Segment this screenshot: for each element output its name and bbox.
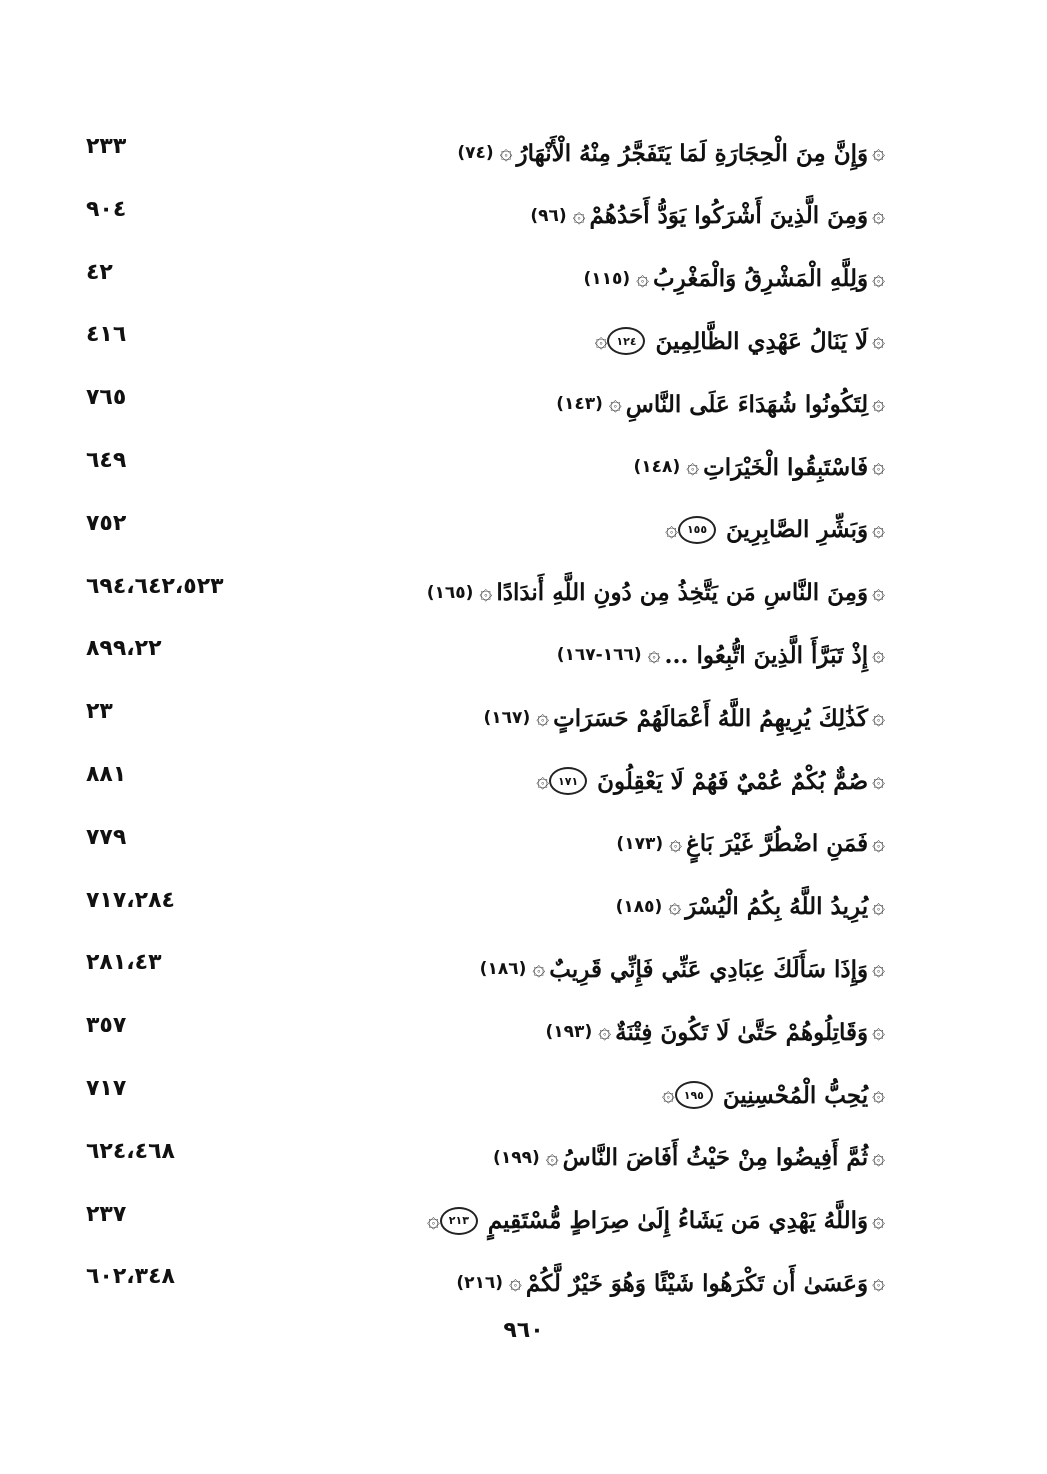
index-row <box>0 442 1047 492</box>
verse-text: وَلِلَّهِ الْمَشْرِقُ وَالْمَغْرِبُ <box>653 265 869 293</box>
verse-entry <box>616 819 885 869</box>
open-bracket-ornament-icon: ۞ <box>872 1207 885 1233</box>
index-row <box>0 1070 1047 1120</box>
verse-entry <box>480 944 885 994</box>
close-bracket-ornament-icon: ۞ <box>668 893 682 919</box>
index-row <box>0 1258 1047 1308</box>
verse-text: فَاسْتَبِقُوا الْخَيْرَاتِ <box>703 453 869 481</box>
ayah-number-medallion: ١٥٥ <box>678 516 716 544</box>
open-bracket-ornament-icon: ۞ <box>872 1144 885 1170</box>
verse-entry <box>427 1196 885 1246</box>
verse-text: وَعَسَىٰ أَن تَكْرَهُوا شَيْئًا وَهُوَ خَيْرٌ لَّكُمْ <box>525 1269 869 1297</box>
close-bracket-ornament-icon: ۞ <box>594 328 608 354</box>
ayah-number: (١٨٥) <box>615 896 663 917</box>
verse-entry <box>556 379 885 429</box>
page-reference: ٤١٦ <box>86 322 127 348</box>
index-row <box>0 819 1047 869</box>
page-reference: ٨٨١ <box>86 762 127 787</box>
ayah-number-medallion: ٢١٣ <box>440 1207 478 1235</box>
open-bracket-ornament-icon: ۞ <box>872 705 885 731</box>
verse-entry <box>457 128 885 178</box>
close-bracket-ornament-icon: ۞ <box>536 768 550 793</box>
close-bracket-ornament-icon: ۞ <box>647 642 661 668</box>
verse-text: وَمِنَ الَّذِينَ أَشْرَكُوا يَوَدُّ أَحَدُهُمْ <box>589 202 869 230</box>
page-reference: ٢٣٧ <box>86 1201 127 1227</box>
open-bracket-ornament-icon: ۞ <box>872 1082 885 1107</box>
open-bracket-ornament-icon: ۞ <box>872 956 885 982</box>
open-bracket-ornament-icon: ۞ <box>872 202 885 228</box>
page-reference: ٩٠٤ <box>86 196 127 222</box>
verse-entry <box>662 1070 885 1120</box>
verse-entry <box>665 505 885 555</box>
verse-text: فَمَنِ اضْطُرَّ غَيْرَ بَاغٍ <box>686 830 869 858</box>
index-row <box>0 1196 1047 1246</box>
page-reference: ٢٨١،٤٣ <box>86 950 162 976</box>
page-reference: ٦٠٢،٣٤٨ <box>86 1264 175 1290</box>
index-row <box>0 568 1047 618</box>
verse-text: يُحِبُّ الْمُحْسِنِينَ <box>722 1081 869 1109</box>
page-reference: ٣٥٧ <box>86 1013 127 1039</box>
ayah-number: (٩٦) <box>530 205 567 226</box>
verse-entry <box>493 1133 885 1183</box>
close-bracket-ornament-icon: ۞ <box>499 140 513 165</box>
close-bracket-ornament-icon: ۞ <box>636 265 650 291</box>
verse-text: وَإِذَا سَأَلَكَ عِبَادِي عَنِّي فَإِنِّي قَرِيبٌ <box>549 955 869 983</box>
page-reference: ٧٥٢ <box>86 510 127 536</box>
verse-entry <box>484 693 885 743</box>
open-bracket-ornament-icon: ۞ <box>872 1019 885 1045</box>
page-reference: ٢٣٣ <box>86 134 127 159</box>
verse-text: ثُمَّ أَفِيضُوا مِنْ حَيْثُ أَفَاضَ النَّاسُ <box>562 1144 869 1172</box>
index-row <box>0 756 1047 806</box>
index-row <box>0 191 1047 241</box>
verse-entry <box>557 630 885 680</box>
ayah-number: (١٤٣) <box>556 394 603 415</box>
close-bracket-ornament-icon: ۞ <box>686 454 700 479</box>
page-reference: ٦٩٤،٦٤٢،٥٢٣ <box>86 573 224 599</box>
verse-text: كَذَٰلِكَ يُرِيهِمُ اللَّهُ أَعْمَالَهُمْ حَسَرَاتٍ <box>553 704 869 732</box>
verse-entry <box>456 1258 885 1308</box>
open-bracket-ornament-icon: ۞ <box>872 830 885 856</box>
index-row <box>0 505 1047 555</box>
index-row <box>0 1133 1047 1183</box>
page-reference: ٢٣ <box>86 699 113 725</box>
index-row <box>0 379 1047 429</box>
page-reference: ٤٢ <box>86 259 113 285</box>
open-bracket-ornament-icon: ۞ <box>872 454 885 479</box>
ayah-number: (١١٥) <box>583 268 631 289</box>
index-row <box>0 128 1047 178</box>
open-bracket-ornament-icon: ۞ <box>872 391 885 417</box>
close-bracket-ornament-icon: ۞ <box>536 705 550 731</box>
verse-entry <box>595 316 885 366</box>
ayah-number: (٢١٦) <box>456 1273 504 1294</box>
verse-text: صُمٌّ بُكْمٌ عُمْيٌ فَهُمْ لَا يَعْقِلُونَ <box>597 767 869 795</box>
verse-text: إِذْ تَبَرَّأَ الَّذِينَ اتُّبِعُوا ... <box>664 641 869 669</box>
ayah-number-medallion: ١٧١ <box>549 767 587 795</box>
page-reference: ٧٦٥ <box>86 385 127 411</box>
close-bracket-ornament-icon: ۞ <box>532 956 546 982</box>
ayah-number: (١٨٦) <box>479 959 527 980</box>
verse-entry <box>546 1007 885 1057</box>
verse-entry <box>536 756 885 806</box>
close-bracket-ornament-icon: ۞ <box>545 1144 559 1170</box>
page-reference: ٦٤٩ <box>86 448 127 473</box>
page-reference: ٧١٧،٢٨٤ <box>86 887 175 913</box>
ayah-number: (١٤٨) <box>633 457 681 477</box>
page-reference: ٧٧٩ <box>86 824 127 850</box>
index-row <box>0 693 1047 743</box>
ayah-number-medallion: ١٢٤ <box>607 327 645 355</box>
close-bracket-ornament-icon: ۞ <box>426 1207 440 1233</box>
close-bracket-ornament-icon: ۞ <box>661 1082 675 1107</box>
close-bracket-ornament-icon: ۞ <box>598 1019 612 1045</box>
index-row <box>0 316 1047 366</box>
index-row <box>0 944 1047 994</box>
verse-text: لِتَكُونُوا شُهَدَاءَ عَلَى النَّاسِ <box>625 390 869 418</box>
ayah-number: (١٩٣) <box>545 1022 593 1043</box>
page-reference: ٨٩٩،٢٢ <box>86 636 162 662</box>
verse-entry <box>583 254 885 304</box>
verse-entry <box>634 442 885 492</box>
ayah-number: (١٦٥) <box>426 582 474 603</box>
open-bracket-ornament-icon: ۞ <box>872 328 885 354</box>
verse-text: يُرِيدُ اللَّهُ بِكُمُ الْيُسْرَ <box>685 893 869 921</box>
verse-text: وَقَاتِلُوهُمْ حَتَّىٰ لَا تَكُونَ فِتْنَةٌ <box>615 1018 869 1046</box>
close-bracket-ornament-icon: ۞ <box>572 202 586 228</box>
ayah-number: (١٦٦-١٦٧) <box>556 645 642 666</box>
page-number: ٩٦٠ <box>503 1318 544 1343</box>
index-row <box>0 254 1047 304</box>
ayah-number: (١٦٧) <box>483 708 531 729</box>
verse-text: وَبَشِّرِ الصَّابِرِينَ <box>726 516 869 544</box>
page-reference: ٧١٧ <box>86 1076 127 1101</box>
close-bracket-ornament-icon: ۞ <box>509 1270 522 1296</box>
ayah-number: (١٧٣) <box>616 833 664 854</box>
verse-entry <box>530 191 885 241</box>
open-bracket-ornament-icon: ۞ <box>872 768 885 793</box>
open-bracket-ornament-icon: ۞ <box>872 1270 885 1296</box>
ayah-number-medallion: ١٩٥ <box>675 1081 713 1109</box>
open-bracket-ornament-icon: ۞ <box>872 642 885 668</box>
open-bracket-ornament-icon: ۞ <box>872 579 885 605</box>
close-bracket-ornament-icon: ۞ <box>608 391 622 417</box>
close-bracket-ornament-icon: ۞ <box>669 830 683 856</box>
verse-text: وَإِنَّ مِنَ الْحِجَارَةِ لَمَا يَتَفَجَّرُ مِنْهُ الْأَنْهَارُ <box>516 139 869 167</box>
open-bracket-ornament-icon: ۞ <box>872 893 885 919</box>
verse-entry <box>616 882 885 932</box>
verse-entry <box>427 568 885 618</box>
verse-text: لَا يَنَالُ عَهْدِي الظَّالِمِينَ <box>655 327 869 355</box>
index-row <box>0 882 1047 932</box>
open-bracket-ornament-icon: ۞ <box>872 516 885 542</box>
ayah-number: (١٩٩) <box>493 1147 540 1168</box>
index-row <box>0 630 1047 680</box>
verse-text: وَاللَّهُ يَهْدِي مَن يَشَاءُ إِلَىٰ صِرَاطٍ مُّسْتَقِيمٍ <box>487 1207 869 1235</box>
page-reference: ٦٢٤،٤٦٨ <box>86 1138 175 1164</box>
verse-text: وَمِنَ النَّاسِ مَن يَتَّخِذُ مِن دُونِ اللَّهِ أَندَادًا <box>496 579 869 607</box>
index-row <box>0 1007 1047 1057</box>
close-bracket-ornament-icon: ۞ <box>479 579 493 605</box>
ayah-number: (٧٤) <box>457 143 494 163</box>
open-bracket-ornament-icon: ۞ <box>872 265 885 291</box>
close-bracket-ornament-icon: ۞ <box>665 516 679 542</box>
open-bracket-ornament-icon: ۞ <box>872 140 885 165</box>
